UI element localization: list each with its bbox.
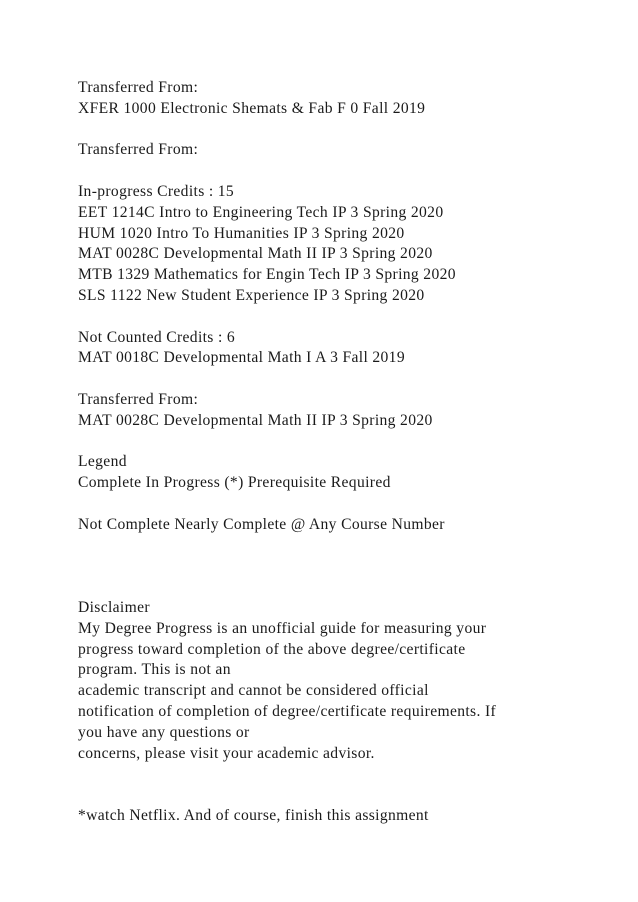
disclaimer-line: you have any questions or bbox=[78, 723, 250, 741]
course-line: MAT 0028C Developmental Math II IP 3 Spring 2020 bbox=[78, 411, 433, 429]
spacer bbox=[78, 764, 618, 806]
legend-row: Complete In Progress (*) Prerequisite Required bbox=[78, 474, 391, 492]
not-counted-credits-heading: Not Counted Credits : 6 bbox=[78, 328, 236, 346]
course-line: MTB 1329 Mathematics for Engin Tech IP 3 Spring 2020 bbox=[78, 266, 456, 284]
transferred-from-heading-2: Transferred From: bbox=[78, 141, 199, 159]
course-line: XFER 1000 Electronic Shemats & Fab F 0 Fall 2019 bbox=[78, 99, 426, 117]
spacer bbox=[78, 307, 618, 328]
disclaimer-line: program. This is not an bbox=[78, 661, 231, 679]
spacer bbox=[78, 494, 618, 515]
disclaimer-line: progress toward completion of the above degree/certificate bbox=[78, 640, 466, 658]
spacer bbox=[78, 536, 618, 598]
course-line: MAT 0028C Developmental Math II IP 3 Spring 2020 bbox=[78, 245, 433, 263]
spacer bbox=[78, 120, 618, 141]
disclaimer-line: My Degree Progress is an unofficial guide for measuring your bbox=[78, 619, 487, 637]
spacer bbox=[78, 161, 618, 182]
transferred-from-heading-1: Transferred From: bbox=[78, 79, 199, 96]
spacer bbox=[78, 432, 618, 453]
course-line: MAT 0018C Developmental Math I A 3 Fall 2019 bbox=[78, 349, 405, 367]
legend-heading: Legend bbox=[78, 453, 127, 471]
disclaimer-heading: Disclaimer bbox=[78, 598, 150, 616]
spacer bbox=[78, 369, 618, 390]
disclaimer-line: academic transcript and cannot be considered official bbox=[78, 682, 429, 700]
in-progress-credits-heading: In-progress Credits : 15 bbox=[78, 182, 235, 200]
footer-note: *watch Netflix. And of course, finish this assignment bbox=[78, 806, 429, 824]
document-page bbox=[78, 78, 618, 827]
disclaimer-line: concerns, please visit your academic advisor. bbox=[78, 744, 375, 762]
course-line: EET 1214C Intro to Engineering Tech IP 3 Spring 2020 bbox=[78, 203, 444, 221]
transferred-from-heading-3: Transferred From: bbox=[78, 390, 199, 408]
course-line: HUM 1020 Intro To Humanities IP 3 Spring 2020 bbox=[78, 224, 405, 242]
course-line: SLS 1122 New Student Experience IP 3 Spring 2020 bbox=[78, 286, 425, 304]
disclaimer-line: notification of completion of degree/certificate requirements. If bbox=[78, 702, 497, 720]
legend-row: Not Complete Nearly Complete @ Any Course Number bbox=[78, 515, 445, 533]
